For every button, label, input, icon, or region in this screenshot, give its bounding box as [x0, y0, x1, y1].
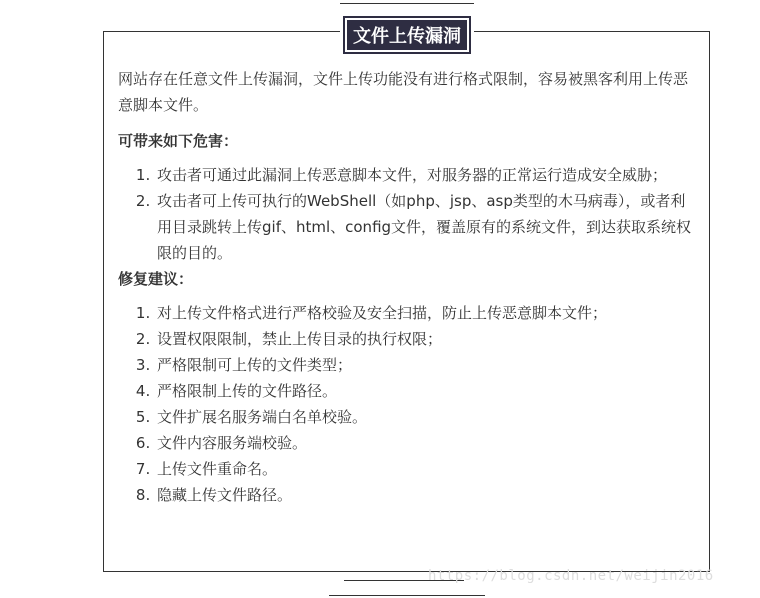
- fixes-list: [118, 300, 700, 508]
- list-item: 5. 文件扩展名服务端白名单校验。: [155, 404, 700, 430]
- list-item: 1. 攻击者可通过此漏洞上传恶意脚本文件，对服务器的正常运行造成安全威胁；: [155, 162, 700, 188]
- article-body: [118, 66, 700, 508]
- watermark-text: https://blog.csdn.net/weijin2016: [428, 568, 714, 584]
- title-frame: [340, 13, 474, 57]
- list-item: 1. 对上传文件格式进行严格校验及安全扫描，防止上传恶意脚本文件；: [155, 300, 700, 326]
- fixes-heading: 修复建议：: [118, 270, 194, 288]
- bottom-divider-long: [329, 595, 485, 596]
- list-item: 3. 严格限制可上传的文件类型；: [155, 352, 700, 378]
- title-header: [329, 0, 485, 62]
- page-title: 文件上传漏洞: [343, 16, 471, 54]
- title-divider-top: [340, 3, 474, 4]
- list-item: 6. 文件内容服务端校验。: [155, 430, 700, 456]
- list-item: 7. 上传文件重命名。: [155, 456, 700, 482]
- list-item: 8. 隐藏上传文件路径。: [155, 482, 700, 508]
- list-item: 2. 攻击者可上传可执行的WebShell（如php、jsp、asp类型的木马病毒），或者利用目录跳转上传gif、html、config文件，覆盖原有的系统文件，到达获取系统权限的目的。: [155, 188, 700, 266]
- intro-paragraph: 网站存在任意文件上传漏洞，文件上传功能没有进行格式限制，容易被黑客利用上传恶意脚本文件。: [118, 70, 689, 114]
- list-item: 2. 设置权限限制，禁止上传目录的执行权限；: [155, 326, 700, 352]
- harms-heading: 可带来如下危害：: [118, 132, 239, 150]
- harms-list: [118, 162, 700, 266]
- list-item: 4. 严格限制上传的文件路径。: [155, 378, 700, 404]
